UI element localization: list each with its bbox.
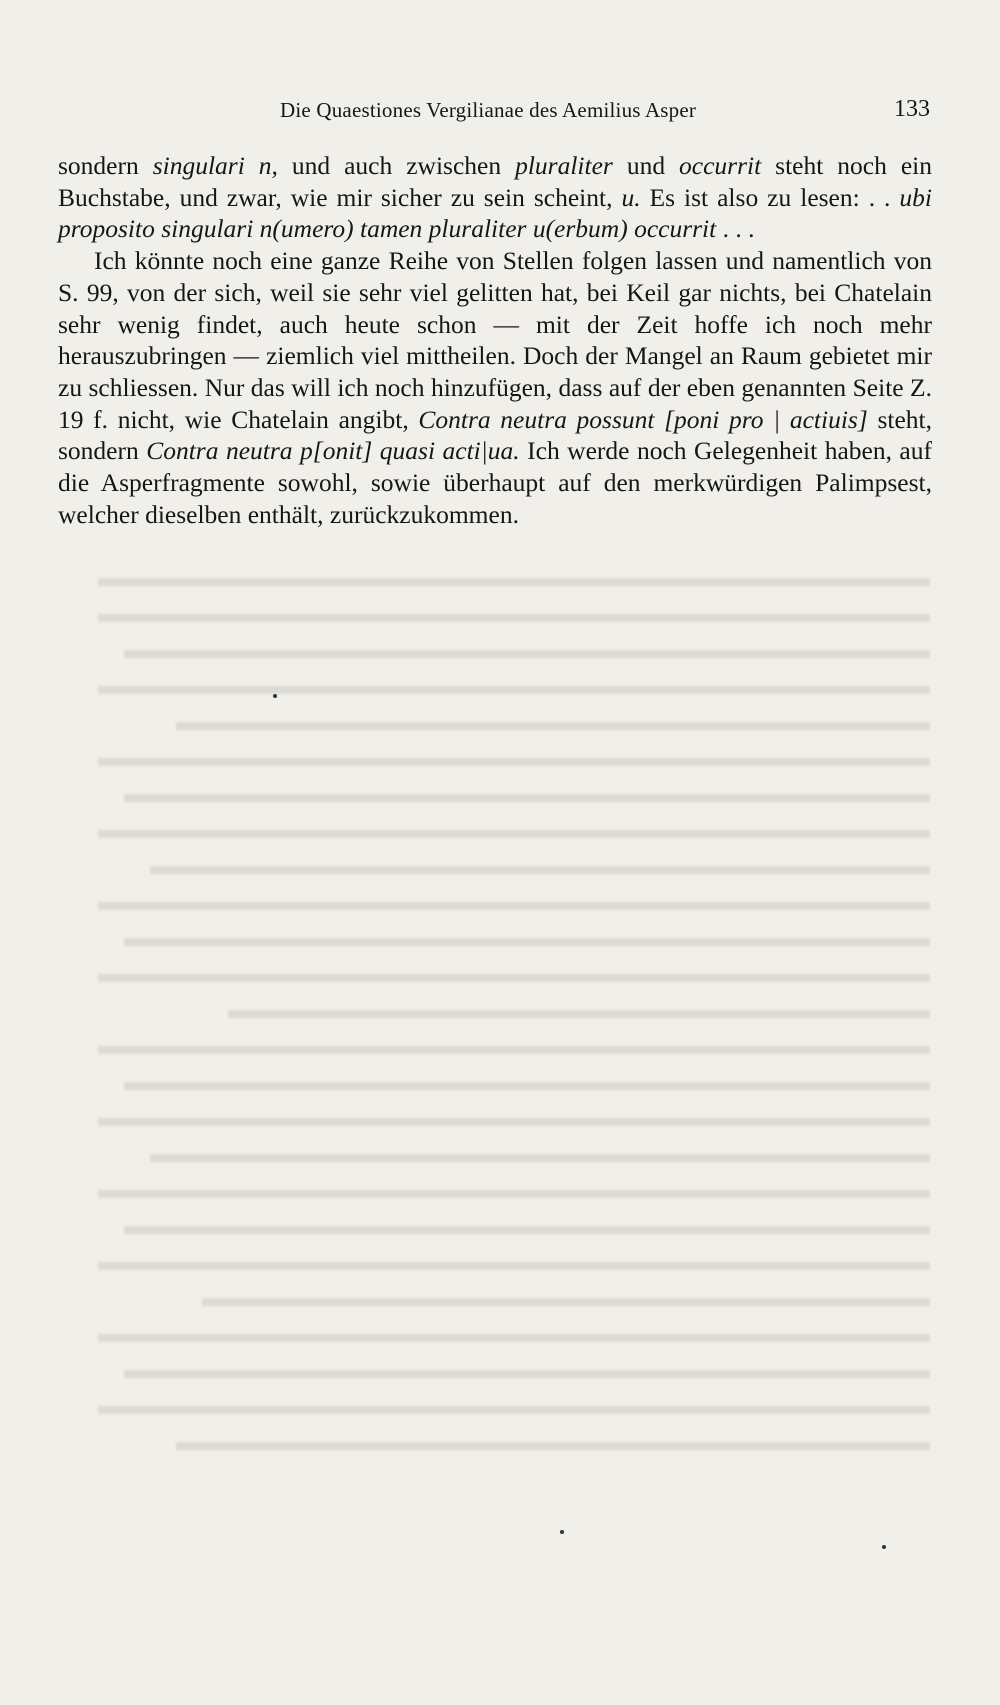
italic-run: Contra neutra p[onit] quasi acti|ua. xyxy=(146,436,520,466)
text-run: und xyxy=(612,151,680,180)
running-title: Die Quaestiones Vergilianae des Aemilius Asper xyxy=(280,98,697,122)
italic-run: occurrit xyxy=(679,151,762,180)
paragraph-1 xyxy=(58,150,932,245)
italic-run: u. xyxy=(621,182,641,212)
italic-run: pluraliter xyxy=(515,151,613,180)
italic-run: singulari n, xyxy=(152,151,278,180)
text-run: steht, sondern xyxy=(58,404,932,466)
italic-run: Contra neutra possunt [poni pro | actiuis] xyxy=(418,404,868,434)
text-run: . . . xyxy=(716,214,755,244)
stray-speck xyxy=(560,1530,564,1534)
body-text xyxy=(58,150,932,530)
text-run: Ich werde noch Gelegenheit haben, auf die Asperfragmente sowohl, sowie überhaupt auf den merkwürdigen Palimpsest, welcher dieselben enthält, zurückzukommen. xyxy=(58,436,932,529)
text-run: und auch zwischen xyxy=(277,151,516,180)
page-number: 133 xyxy=(894,96,930,122)
text-run: steht noch ein Buchstabe, und zwar, wie mir sicher zu sein scheint, xyxy=(58,151,933,212)
running-header xyxy=(58,98,932,128)
show-through-from-reverse-page: ▬▬▬▬▬▬▬▬▬▬▬▬▬▬▬▬▬▬▬▬▬▬▬▬▬▬▬▬▬▬▬▬ ▬▬▬▬▬▬▬▬▬▬▬▬▬▬▬▬▬▬▬▬▬▬▬▬▬▬▬▬▬▬▬▬ ▬▬▬▬▬▬▬▬▬▬▬▬▬▬▬▬▬▬▬▬▬▬▬▬▬▬▬▬▬▬▬ ▬▬▬▬▬▬▬▬▬▬▬▬▬▬▬▬▬▬▬▬▬▬▬▬▬▬▬▬▬▬▬▬ ▬▬▬▬▬▬▬▬▬▬▬▬▬▬▬▬▬▬▬▬▬▬▬▬▬▬▬▬▬ ▬▬▬▬▬▬▬▬▬▬▬▬▬▬▬▬▬▬▬▬▬▬▬▬▬▬▬▬▬▬▬▬ ▬▬▬▬▬▬▬▬▬▬▬▬▬▬▬▬▬▬▬▬▬▬▬▬▬▬▬▬▬▬▬ ▬▬▬▬▬▬▬▬▬▬▬▬▬▬▬▬▬▬▬▬▬▬▬▬▬▬▬▬▬▬▬▬ ▬▬▬▬▬▬▬▬▬▬▬▬▬▬▬▬▬▬▬▬▬▬▬▬▬▬▬▬▬▬ ▬▬▬▬▬▬▬▬▬▬▬▬▬▬▬▬▬▬▬▬▬▬▬▬▬▬▬▬▬▬▬▬ ▬▬▬▬▬▬▬▬▬▬▬▬▬▬▬▬▬▬▬▬▬▬▬▬▬▬▬▬▬▬▬ ▬▬▬▬▬▬▬▬▬▬▬▬▬▬▬▬▬▬▬▬▬▬▬▬▬▬▬▬▬▬▬▬ ▬▬▬▬▬▬▬▬▬▬▬▬▬▬▬▬▬▬▬▬▬▬▬▬▬▬▬ ▬▬▬▬▬▬▬▬▬▬▬▬▬▬▬▬▬▬▬▬▬▬▬▬▬▬▬▬▬▬▬▬ ▬▬▬▬▬▬▬▬▬▬▬▬▬▬▬▬▬▬▬▬▬▬▬▬▬▬▬▬▬▬▬ ▬▬▬▬▬▬▬▬▬▬▬▬▬▬▬▬▬▬▬▬▬▬▬▬▬▬▬▬▬▬▬▬ ▬▬▬▬▬▬▬▬▬▬▬▬▬▬▬▬▬▬▬▬▬▬▬▬▬▬▬▬▬▬ ▬▬▬▬▬▬▬▬▬▬▬▬▬▬▬▬▬▬▬▬▬▬▬▬▬▬▬▬▬▬▬▬ ▬▬▬▬▬▬▬▬▬▬▬▬▬▬▬▬▬▬▬▬▬▬▬▬▬▬▬▬▬▬▬ ▬▬▬▬▬▬▬▬▬▬▬▬▬▬▬▬▬▬▬▬▬▬▬▬▬▬▬▬▬▬▬▬ ▬▬▬▬▬▬▬▬▬▬▬▬▬▬▬▬▬▬▬▬▬▬▬▬▬▬▬▬ ▬▬▬▬▬▬▬▬▬▬▬▬▬▬▬▬▬▬▬▬▬▬▬▬▬▬▬▬▬▬▬▬ ▬▬▬▬▬▬▬▬▬▬▬▬▬▬▬▬▬▬▬▬▬▬▬▬▬▬▬▬▬▬▬ ▬▬▬▬▬▬▬▬▬▬▬▬▬▬▬▬▬▬▬▬▬▬▬▬▬▬▬▬▬▬▬▬ ▬▬▬▬▬▬▬▬▬▬▬▬▬▬▬▬▬▬▬▬▬▬▬▬▬▬▬▬▬ xyxy=(98,563,930,1456)
text-run: Es ist also zu lesen: . . xyxy=(640,182,900,212)
italic-run: ubi proposito singulari n(umero) tamen pluraliter u(erbum) occurrit xyxy=(58,182,932,244)
text-run: sondern xyxy=(58,151,153,180)
stray-speck xyxy=(273,694,277,698)
text-run: Ich könnte noch eine ganze Reihe von Stellen folgen lassen und namentlich von S. 99, von der sich, weil sie sehr viel gelitten hat, bei Keil gar nichts, bei Chatelain sehr wenig findet, auch heute schon — mit der Zeit hoffe ich noch mehr herauszubringen — ziemlich viel mittheilen. Doch der Mangel an Raum gebietet mir zu schliessen. Nur das will ich noch hinzufügen, dass auf der eben genannten Seite Z. 19 f. nicht, wie Chatelain angibt, xyxy=(58,246,932,434)
paragraph-2 xyxy=(58,245,932,530)
stray-speck xyxy=(882,1545,886,1549)
